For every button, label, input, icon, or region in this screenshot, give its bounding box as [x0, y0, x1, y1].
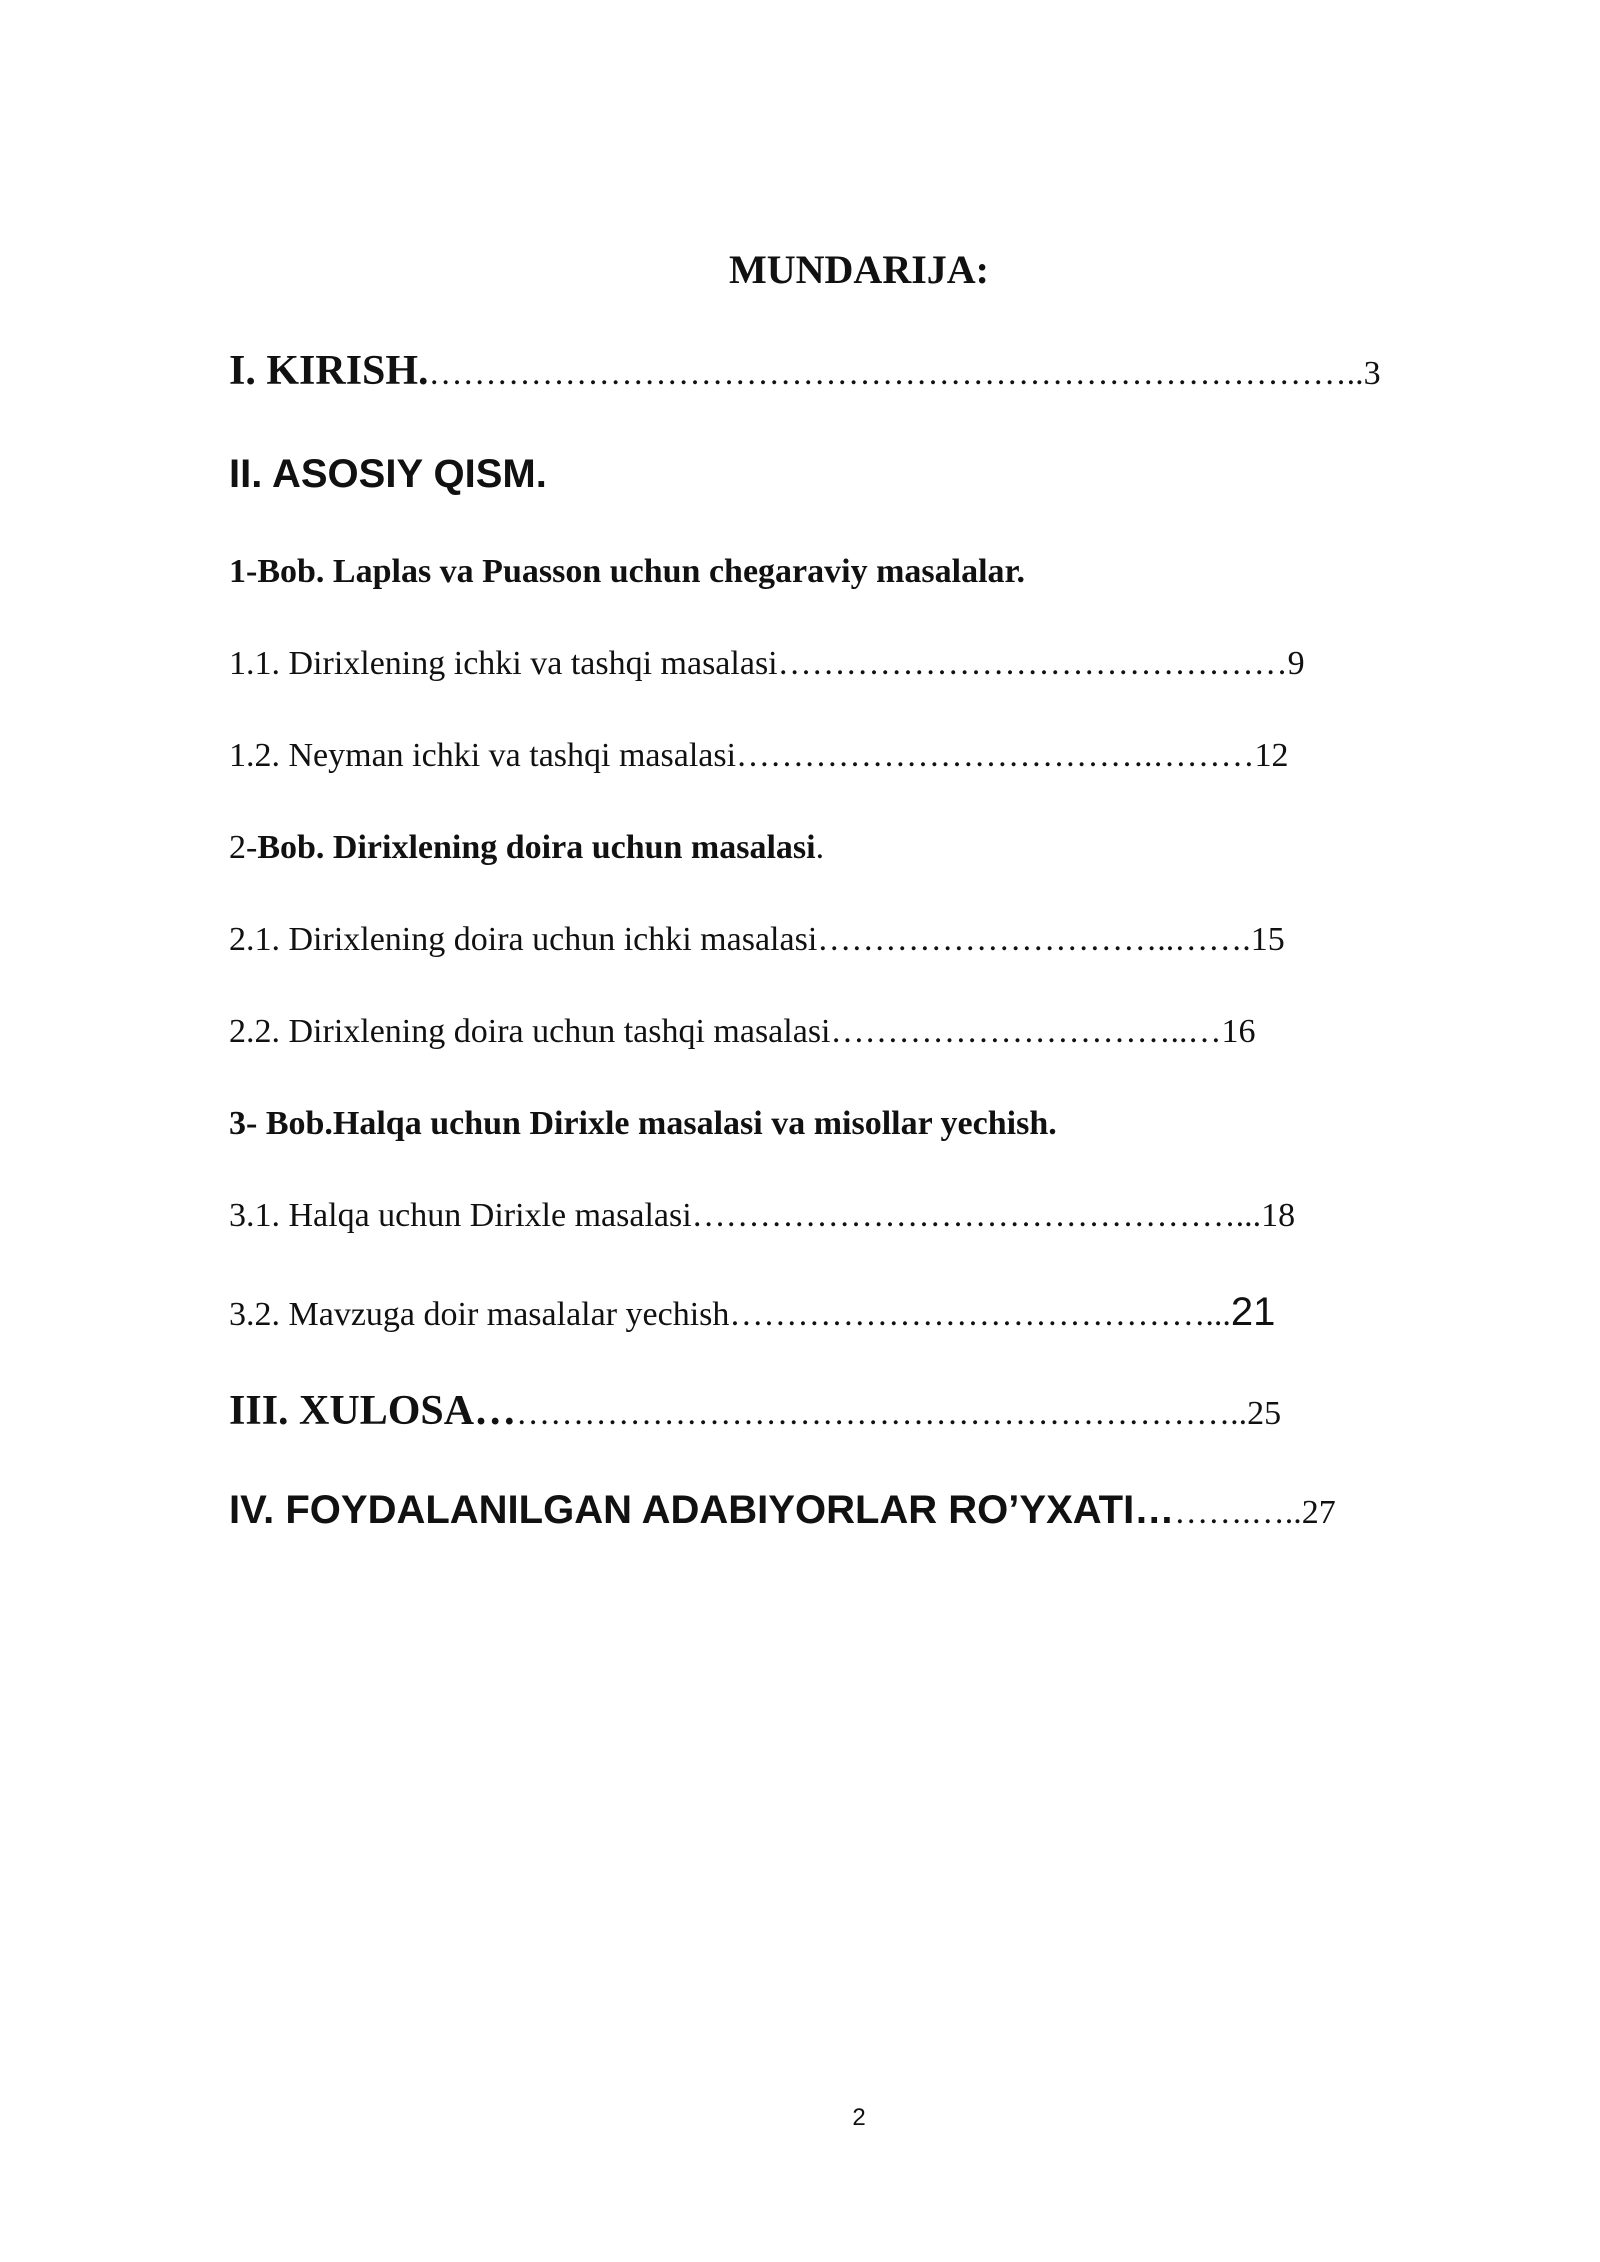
toc-page-number: 15	[1250, 921, 1285, 958]
toc-entry-label: 2.2. Dirixlening doira uchun tashqi masalasi	[229, 1013, 831, 1050]
toc-entry-label: II. ASOSIY QISM.	[229, 452, 547, 496]
toc-entry-xulosa[interactable]	[229, 1386, 1281, 1436]
toc-page-number: 27	[1301, 1494, 1336, 1531]
toc-chapter-prefix: 2-	[229, 829, 258, 866]
toc-entry-3-1[interactable]	[229, 1196, 1295, 1237]
toc-page-number: 21	[1230, 1290, 1276, 1334]
toc-entry-3-2[interactable]	[229, 1288, 1275, 1336]
toc-leader-dots: ………………………………………	[777, 645, 1288, 682]
toc-page-number: 9	[1287, 645, 1305, 682]
toc-entry-label: IV. FOYDALANILGAN ADABIYORLAR RO’YXATI…	[229, 1488, 1175, 1532]
toc-page-number: 3	[1363, 355, 1381, 392]
toc-entry-label: Bob. Dirixlening doira uchun masalasi	[257, 829, 816, 866]
toc-page-number: 18	[1261, 1197, 1296, 1234]
toc-chapter-1[interactable]	[229, 552, 1025, 593]
toc-leader-dots: …………………………..…….	[817, 921, 1251, 958]
toc-leader-dots: …….…..	[1174, 1494, 1302, 1531]
toc-leader-dots: ………………………………………………………..	[516, 1395, 1248, 1432]
toc-entry-label: 2.1. Dirixlening doira uchun ichki masalasi	[229, 921, 818, 958]
toc-entry-label: 3.1. Halqa uchun Dirixle masalasi	[229, 1197, 692, 1234]
toc-entry-1-1[interactable]	[229, 644, 1305, 685]
page-number: 2	[852, 2104, 866, 2131]
toc-entry-label: I. KIRISH.	[229, 348, 429, 394]
toc-leader-dots: ……………………………….………	[736, 737, 1255, 774]
toc-entry-kirish[interactable]	[229, 346, 1381, 396]
toc-entry-2-2[interactable]	[229, 1012, 1256, 1053]
toc-section-asosiy[interactable]	[229, 450, 547, 498]
toc-entry-label: 1.1. Dirixlening ichki va tashqi masalasi	[229, 645, 778, 682]
toc-chapter-2[interactable]	[229, 828, 824, 869]
toc-entry-label: 1-Bob. Laplas va Puasson uchun chegaraviy masalalar.	[229, 553, 1025, 590]
toc-leader-dots: ……………………………………...	[729, 1296, 1231, 1333]
page-title: MUNDARIJA:	[729, 247, 989, 292]
toc-entry-1-2[interactable]	[229, 736, 1289, 777]
toc-leader-dots: …………………………..…	[830, 1013, 1222, 1050]
toc-leader-dots: …………………………………………...	[691, 1197, 1262, 1234]
toc-entry-2-1[interactable]	[229, 920, 1285, 961]
toc-entry-label: 3.2. Mavzuga doir masalalar yechish	[229, 1296, 730, 1333]
toc-page-number: 25	[1247, 1395, 1282, 1432]
toc-entry-label: 1.2. Neyman ichki va tashqi masalasi	[229, 737, 737, 774]
toc-chapter-3[interactable]	[229, 1104, 1057, 1145]
toc-page-number: 12	[1254, 737, 1289, 774]
toc-leader-dots: ………………………………………………………………………..	[428, 355, 1364, 392]
toc-entry-label: 3- Bob.Halqa uchun Dirixle masalasi va misollar yechish.	[229, 1105, 1057, 1142]
toc-chapter-suffix: .	[815, 829, 825, 866]
toc-entry-label: III. XULOSA…	[229, 1388, 517, 1434]
toc-entry-adabiyotlar[interactable]	[229, 1486, 1336, 1534]
toc-page-number: 16	[1221, 1013, 1256, 1050]
